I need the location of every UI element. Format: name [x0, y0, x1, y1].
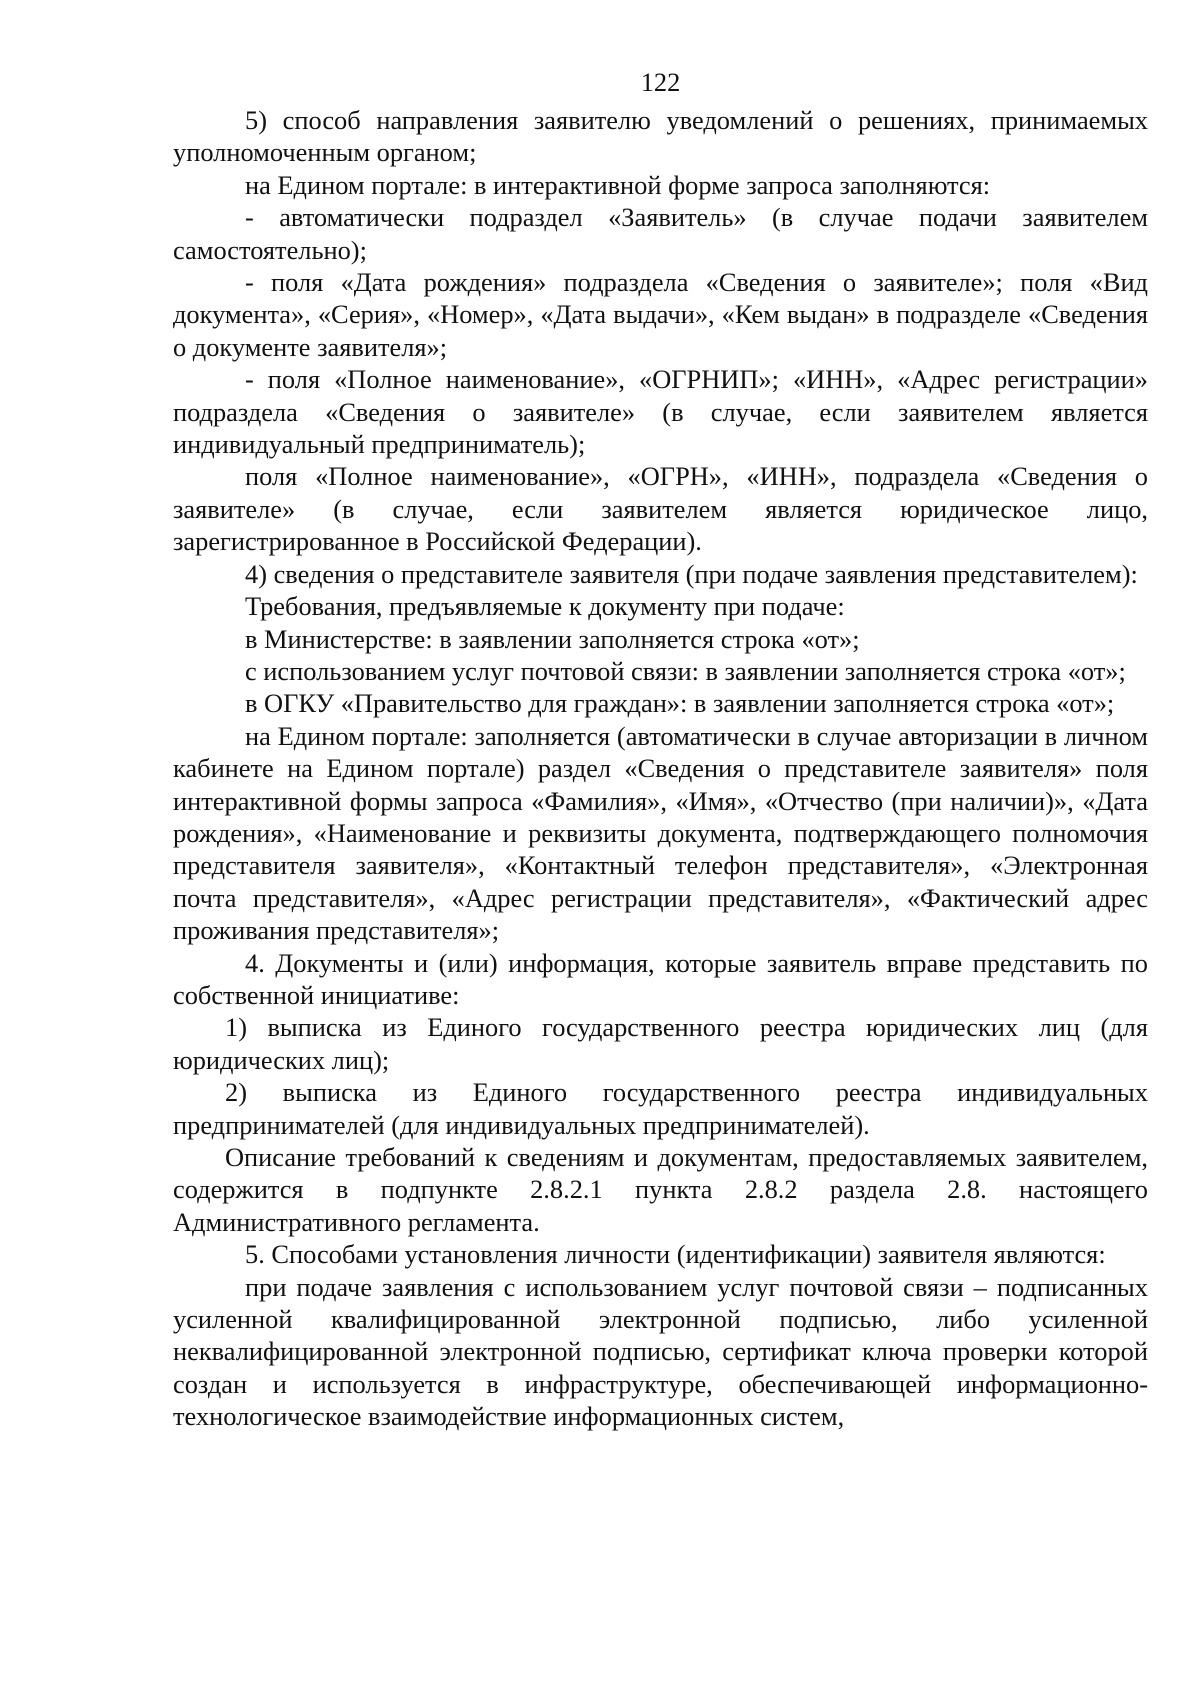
paragraph-legal-entity-fields: поля «Полное наименование», «ОГРН», «ИНН», подраздела «Сведения о заявителе» (в случае, если заявителем является юридическое лицо, зарегистрированное в Российской Федерации). — [173, 461, 1148, 557]
paragraph-document-requirements: Требования, предъявляемые к документу при подаче: — [245, 591, 845, 622]
paragraph-applicant-subsection: - автоматически подраздел «Заявитель» (в случае подачи заявителем самостоятельно); — [173, 202, 1148, 265]
paragraph-notification-method: 5) способ направления заявителю уведомлений о решениях, принимаемых уполномоченным органом; — [173, 105, 1148, 168]
paragraph-ogku: в ОГКУ «Правительство для граждан»: в заявлении заполняется строка «от»; — [245, 688, 1115, 719]
paragraph-egrip-extract: 2) выписка из Единого государственного реестра индивидуальных предпринимателей (для индивидуальных предпринимателей). — [173, 1077, 1148, 1140]
paragraph-postal-signature: при подаче заявления с использованием услуг почтовой связи – подписанных усиленной квалифицированной электронной подписью, либо усиленной неквалифицированной электронной подписью, сертификат ключа проверки которой создан и используется в инфраструктуре, обеспечивающей информационно-технологическое взаимодействие информационных систем, — [173, 1271, 1148, 1432]
paragraph-postal: с использованием услуг почтовой связи: в заявлении заполняется строка «от»; — [245, 655, 1126, 686]
paragraph-own-initiative-documents: 4. Документы и (или) информация, которые заявитель вправе представить по собственной инициативе: — [173, 947, 1148, 1010]
paragraph-identification-methods: 5. Способами установления личности (идентификации) заявителя являются: — [245, 1239, 1106, 1270]
paragraph-portal-fields-intro: на Едином портале: в интерактивной форме запроса заполняются: — [245, 169, 991, 200]
paragraph-portal-representative: на Едином портале: заполняется (автоматически в случае авторизации в личном кабинете на Едином портале) раздел «Сведения о представителе заявителя» поля интерактивной формы запроса «Фамилия», «Имя», «Отчество (при наличии)», «Дата рождения», «Наименование и реквизиты документа, подтверждающего полномочия представителя заявителя», «Контактный телефон представителя», «Электронная почта представителя», «Адрес регистрации представителя», «Фактический адрес проживания представителя»; — [173, 720, 1148, 946]
document-page — [173, 62, 1148, 1433]
page-number: 122 — [640, 67, 681, 97]
paragraph-egrul-extract: 1) выписка из Единого государственного реестра юридических лиц (для юридических лиц); — [173, 1012, 1148, 1075]
paragraph-requirements-description: Описание требований к сведениям и документам, предоставляемых заявителем, содержится в подпункте 2.8.2.1 пункта 2.8.2 раздела 2.8. настоящего Административного регламента. — [173, 1142, 1148, 1237]
paragraph-representative-info: 4) сведения о представителе заявителя (при подаче заявления представителем): — [245, 558, 1138, 589]
paragraph-birthdate-document-fields: - поля «Дата рождения» подраздела «Сведения о заявителе»; поля «Вид документа», «Серия», «Номер», «Дата выдачи», «Кем выдан» в подразделе «Сведения о документе заявителя»; — [173, 267, 1148, 362]
paragraph-individual-entrepreneur-fields: - поля «Полное наименование», «ОГРНИП»; «ИНН», «Адрес регистрации» подраздела «Сведения о заявителе» (в случае, если заявителем является индивидуальный предприниматель); — [173, 364, 1148, 460]
paragraph-ministry: в Министерстве: в заявлении заполняется строка «от»; — [245, 623, 860, 654]
